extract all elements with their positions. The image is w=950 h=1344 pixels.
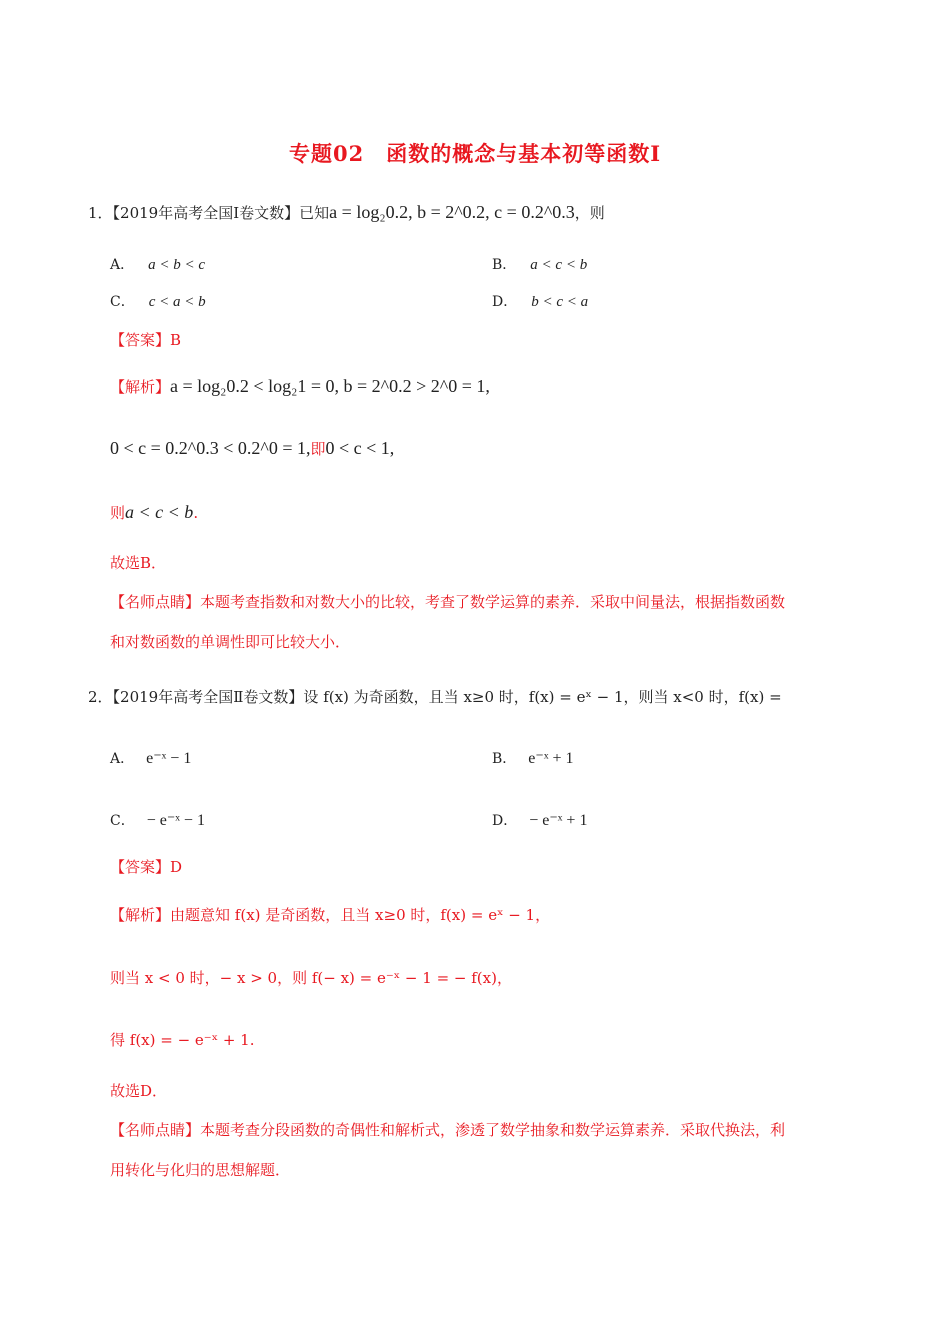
q2-comment-line-2: 用转化与化归的思想解题． — [110, 1161, 291, 1179]
q2-analysis-line-1: 【解析】由题意知 f(x) 是奇函数，且当 x≥0 时，f(x) = eˣ − 1， — [110, 906, 551, 924]
question-number: 1． — [88, 204, 113, 222]
q2-option-d: D． − e⁻ˣ + 1 — [492, 812, 588, 829]
question-1-math: a = log₂0.2, b = 2^0.2, c = 0.2^0.3 — [329, 202, 575, 222]
page-title: 专题02 函数的概念与基本初等函数Ⅰ — [288, 141, 662, 166]
q1-option-a: A． a < b < c — [110, 257, 206, 273]
q1-analysis-line-3: 则a < c < b. — [110, 502, 199, 522]
question-1-stem: 1．【2019年高考全国Ⅰ卷文数】已知a = log₂0.2, b = 2^0.2, c = 0.2^0.3，则 — [88, 202, 605, 222]
q1-analysis-line-1: 【解析】a = log₂0.2 < log₂1 = 0, b = 2^0.2 > 2^0 = 1, — [110, 376, 490, 396]
q2-option-b: B． e⁻ˣ + 1 — [492, 750, 574, 767]
q2-comment-line-1: 【名师点睛】本题考查分段函数的奇偶性和解析式，渗透了数学抽象和数学运算素养．采取代换法，利 — [110, 1121, 786, 1139]
q1-comment-line-1: 【名师点睛】本题考查指数和对数大小的比较，考查了数学运算的素养．采取中间量法，根据指数函数 — [110, 593, 786, 611]
question-source: 【2019年高考全国Ⅰ卷文数】 — [112, 204, 300, 222]
q1-answer: 【答案】B — [110, 331, 182, 349]
question-number: 2． — [88, 688, 113, 706]
question-2-stem: 2．【2019年高考全国Ⅱ卷文数】设 f(x) 为奇函数，且当 x≥0 时，f(x) = eˣ − 1，则当 x<0 时，f(x) = — [88, 688, 782, 706]
q2-analysis-line-2: 则当 x < 0 时，− x > 0，则 f(− x) = e⁻ˣ − 1 = − f(x)， — [110, 969, 512, 987]
q1-comment-line-2: 和对数函数的单调性即可比较大小． — [110, 633, 351, 651]
q2-conclusion: 故选D． — [110, 1082, 168, 1100]
q2-answer: 【答案】D — [110, 858, 183, 876]
q2-option-a: A． e⁻ˣ − 1 — [110, 750, 192, 767]
q1-option-c: C． c < a < b — [110, 294, 206, 310]
question-source: 【2019年高考全国Ⅱ卷文数】 — [112, 688, 304, 706]
q2-option-c: C． − e⁻ˣ − 1 — [110, 812, 205, 829]
q1-option-b: B． a < c < b — [492, 257, 588, 273]
q1-option-d: D． b < c < a — [492, 294, 589, 310]
q1-analysis-line-2: 0 < c = 0.2^0.3 < 0.2^0 = 1,即0 < c < 1, — [110, 438, 395, 458]
q1-conclusion: 故选B． — [110, 554, 167, 572]
q2-analysis-line-3: 得 f(x) = − e⁻ˣ + 1. — [110, 1031, 255, 1049]
